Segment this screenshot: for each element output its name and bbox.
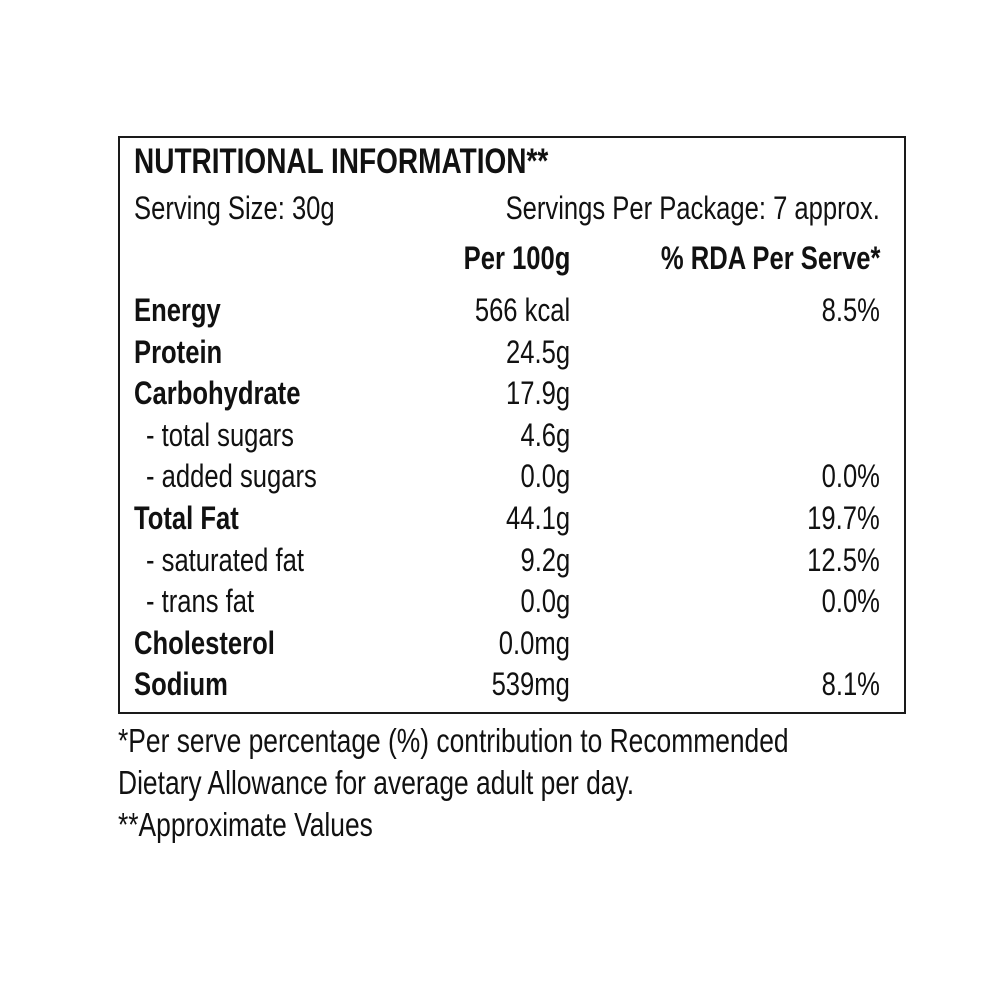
serving-info — [134, 188, 880, 228]
nutrient-per-100g: 17.9g — [505, 375, 570, 412]
nutrient-rda: 0.0% — [821, 458, 880, 495]
nutrient-per-100g: 9.2g — [520, 541, 570, 578]
nutrient-per-100g: 44.1g — [505, 499, 570, 536]
nutrient-row-protein — [134, 332, 880, 374]
serving-size: Serving Size: 30g — [134, 190, 335, 226]
nutrient-row-cholesterol — [134, 623, 880, 665]
nutrient-row-added-sugars — [134, 456, 880, 498]
nutrient-row-carbohydrate — [134, 373, 880, 415]
nutrient-name: Cholesterol — [134, 624, 275, 661]
nutrient-row-trans-fat — [134, 581, 880, 623]
nutrient-name: - total sugars — [146, 416, 294, 453]
nutrient-per-100g: 4.6g — [520, 416, 570, 453]
nutrient-per-100g: 0.0g — [520, 583, 570, 620]
column-header-per-100g: Per 100g — [463, 240, 570, 276]
nutrient-name: - added sugars — [146, 458, 317, 495]
footnote-approximate: **Approximate Values — [118, 806, 373, 843]
nutrient-row-total-sugars — [134, 415, 880, 457]
label-title: NUTRITIONAL INFORMATION** — [134, 142, 549, 181]
footnote-rda-continued: Dietary Allowance for average adult per day. — [118, 764, 635, 801]
nutrient-name: - saturated fat — [146, 541, 304, 578]
nutrient-name: Sodium — [134, 666, 228, 703]
nutrient-name: Energy — [134, 292, 221, 328]
nutrient-name: Carbohydrate — [134, 375, 301, 412]
nutrient-rows — [134, 290, 880, 706]
nutrient-per-100g: 566 kcal — [474, 292, 570, 328]
nutrient-per-100g: 24.5g — [505, 333, 570, 370]
nutrient-row-energy — [134, 290, 880, 332]
servings-per-package: Servings Per Package: 7 approx. — [505, 190, 880, 226]
nutrient-name: - trans fat — [146, 583, 255, 620]
nutrient-row-sodium — [134, 664, 880, 706]
nutrient-per-100g: 0.0mg — [498, 624, 570, 661]
nutrient-row-saturated-fat — [134, 540, 880, 582]
nutrient-per-100g: 0.0g — [520, 458, 570, 495]
nutrient-rda: 0.0% — [821, 583, 880, 620]
column-header-rda: % RDA Per Serve* — [660, 240, 880, 276]
nutrient-per-100g: 539mg — [491, 666, 570, 703]
column-headers — [134, 238, 880, 278]
nutrient-name: Protein — [134, 333, 223, 370]
footnotes — [118, 720, 938, 846]
nutrient-name: Total Fat — [134, 499, 239, 536]
nutrition-label — [118, 136, 906, 714]
nutrient-rda: 8.1% — [821, 666, 880, 703]
nutrient-row-total-fat — [134, 498, 880, 540]
nutrient-rda: 12.5% — [807, 541, 880, 578]
nutrient-rda: 8.5% — [821, 292, 880, 328]
footnote-rda: *Per serve percentage (%) contribution to Recommended — [118, 722, 789, 759]
nutrient-rda: 19.7% — [807, 499, 880, 536]
